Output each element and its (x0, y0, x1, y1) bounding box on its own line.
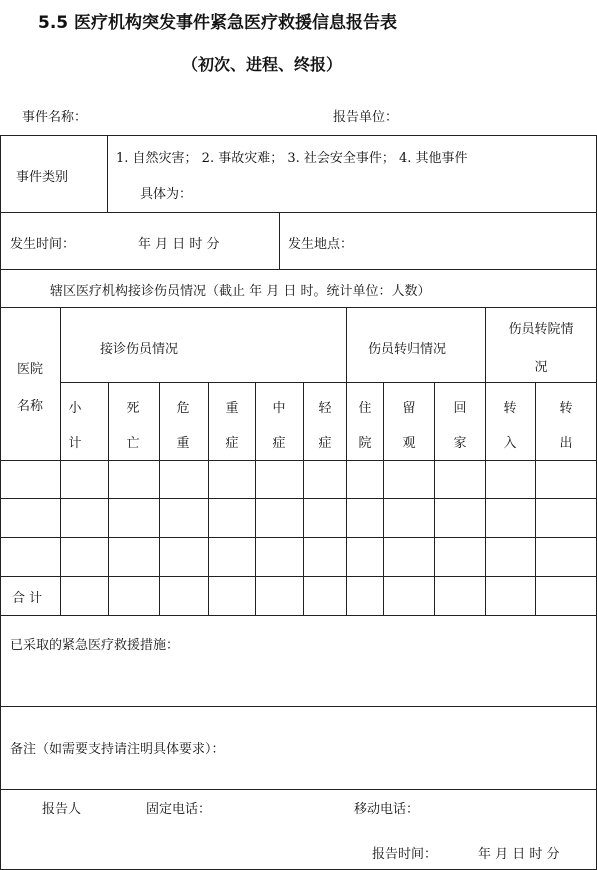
specific-label: 具体为： (140, 187, 193, 202)
hospital-name-header-line2: 名称 (16, 399, 44, 414)
subheader-top: 回 (453, 401, 467, 416)
subheader-bottom: 家 (453, 436, 467, 451)
subheader-bottom: 观 (402, 436, 416, 451)
group-header-received: 接诊伤员情况 (100, 342, 179, 357)
group-header-transfer-line1: 伤员转院情 (508, 322, 574, 337)
hospital-name-header-line1: 医院 (16, 362, 44, 377)
subheader-bottom: 症 (225, 436, 239, 451)
data-rows-area[interactable] (0, 461, 597, 575)
subheader-top: 转 (503, 401, 517, 416)
event-category-options: 1. 自然灾害； 2. 事故灾难； 3. 社会安全事件； 4. 其他事件 (116, 151, 468, 166)
report-time-label: 报告时间： (372, 847, 438, 862)
subheader-bottom: 院 (358, 436, 372, 451)
group-header-outcome: 伤员转归情况 (368, 342, 447, 357)
report-time-fields: 年 月 日 时 分 (478, 847, 560, 862)
subheader-bottom: 计 (68, 436, 82, 451)
subheader-bottom: 出 (559, 436, 573, 451)
casualty-summary-header: 辖区医疗机构接诊伤员情况（截止 年 月 日 时。统计单位：人数） (50, 284, 431, 299)
occur-place-label: 发生地点： (288, 237, 354, 252)
event-category-label: 事件类别 (16, 170, 69, 185)
subheader-top: 转 (559, 401, 573, 416)
subheader-top: 死 (126, 401, 140, 416)
subheader-bottom: 症 (318, 436, 332, 451)
subheader-top: 留 (402, 401, 416, 416)
reporter-label: 报告人 (42, 802, 82, 817)
subheader-top: 危 (176, 401, 190, 416)
remarks-label: 备注（如需要支持请注明具体要求）： (10, 742, 225, 757)
measures-label: 已采取的紧急医疗救援措施： (10, 638, 180, 653)
subheader-top: 重 (225, 401, 239, 416)
subheader-top: 轻 (318, 401, 332, 416)
form-subtitle: （初次、进程、终报） (182, 55, 343, 74)
event-name-label: 事件名称： (22, 110, 88, 125)
subheader-bottom: 症 (272, 436, 286, 451)
subheader-top: 小 (68, 401, 82, 416)
total-row-label: 合 计 (12, 591, 43, 606)
subheader-top: 住 (358, 401, 372, 416)
subheader-bottom: 入 (503, 436, 517, 451)
subheader-top: 中 (272, 401, 286, 416)
report-unit-label: 报告单位： (333, 110, 399, 125)
landline-label: 固定电话： (146, 802, 212, 817)
form-title: 5.5 医疗机构突发事件紧急医疗救援信息报告表 (38, 13, 398, 33)
occur-time-fields: 年 月 日 时 分 (138, 237, 220, 252)
mobile-label: 移动电话： (354, 802, 420, 817)
group-header-transfer-line2: 况 (534, 360, 548, 375)
subheader-bottom: 重 (176, 436, 190, 451)
subheader-bottom: 亡 (126, 436, 140, 451)
occur-time-label: 发生时间： (10, 237, 76, 252)
